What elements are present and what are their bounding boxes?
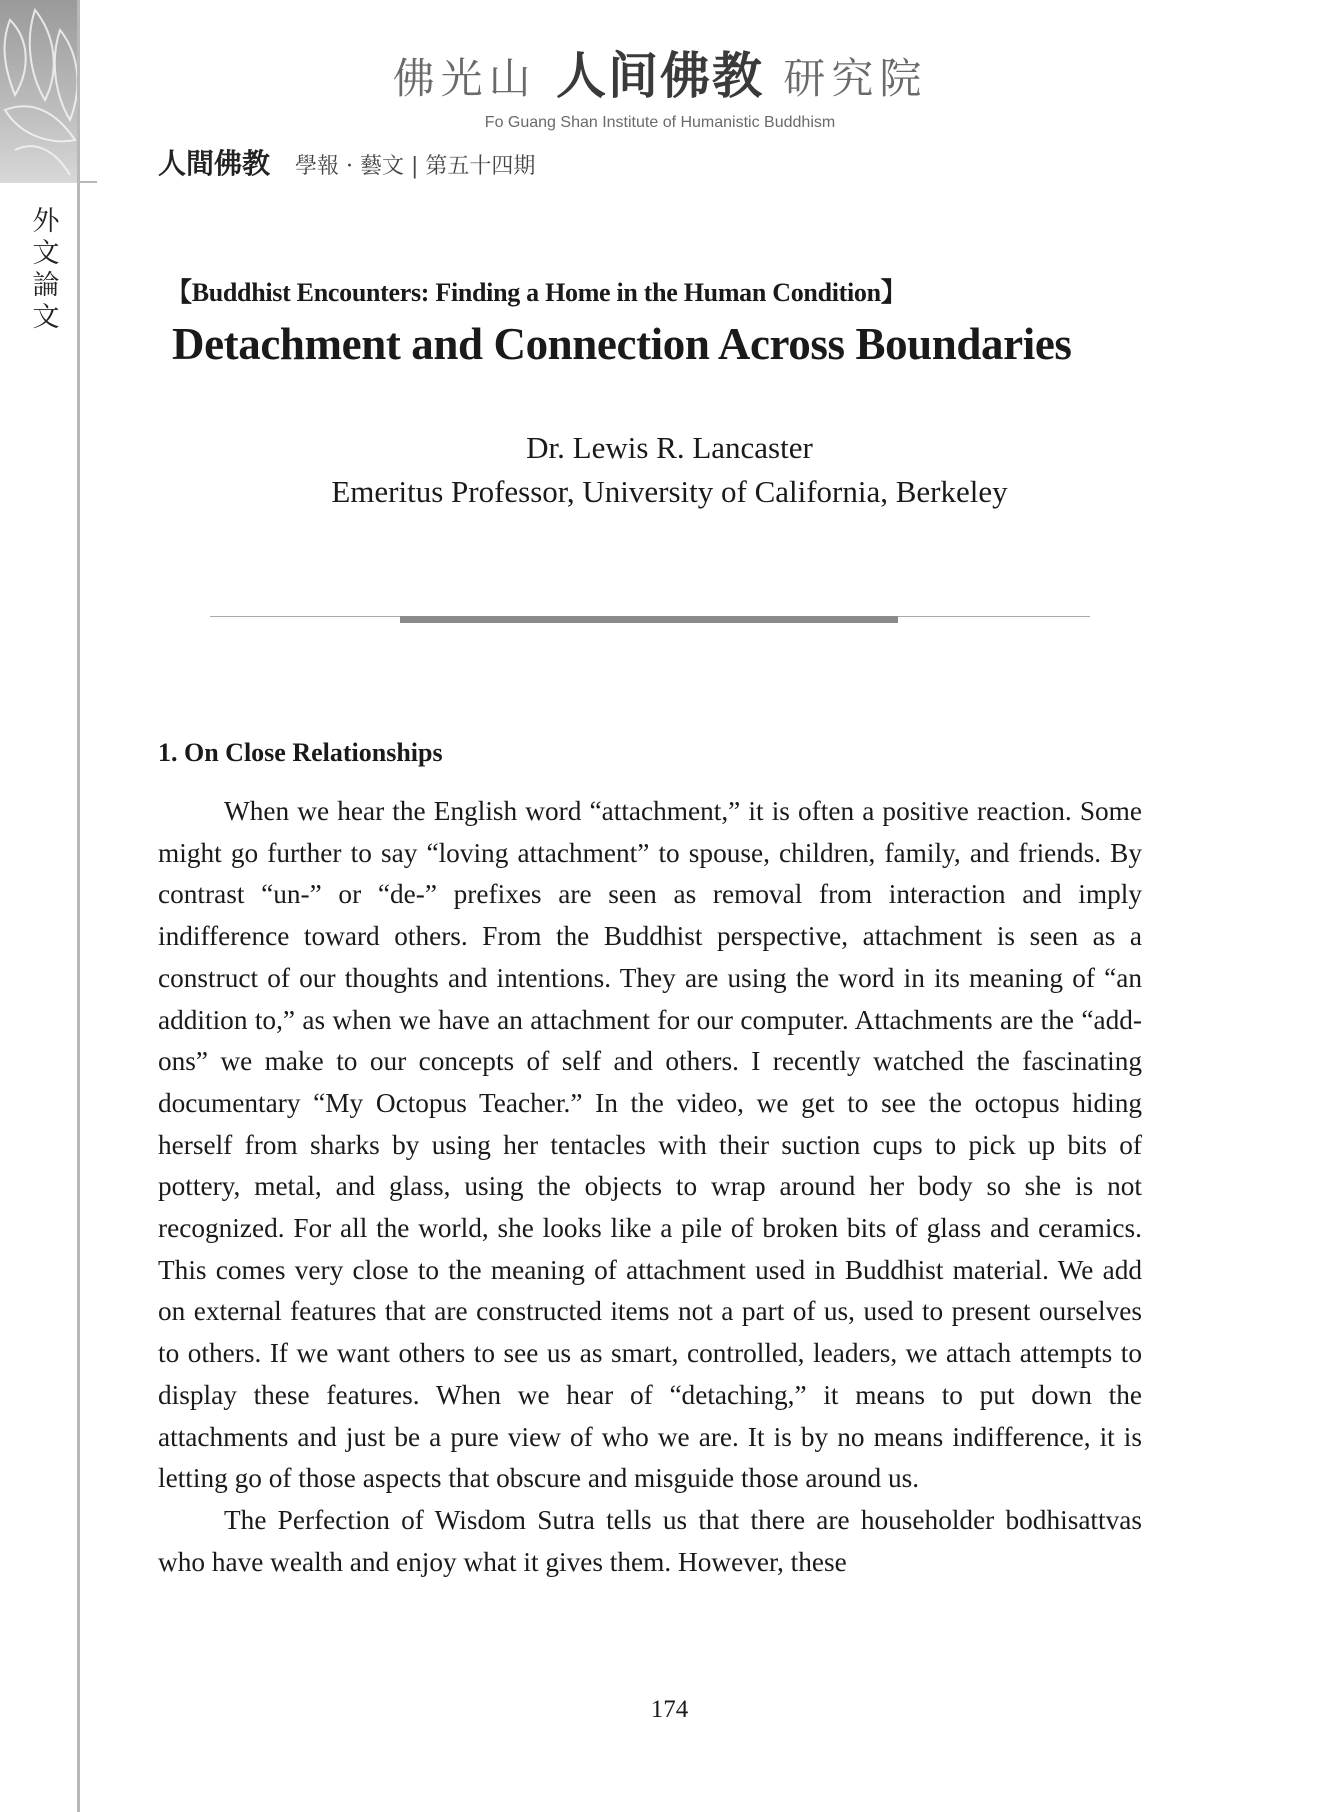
section-sidebar-label: 外文論文 <box>32 206 60 333</box>
author-affiliation: Emeritus Professor, University of California, Berkeley <box>331 474 1008 509</box>
institute-prefix: 佛光山 <box>392 54 537 103</box>
journal-running-head <box>158 142 535 182</box>
left-margin-rule <box>77 0 80 1812</box>
institute-name-zh <box>360 36 960 108</box>
section-heading: 1. On Close Relationships <box>158 738 443 767</box>
institute-header <box>360 36 960 132</box>
author-name: Dr. Lewis R. Lancaster <box>526 430 813 465</box>
corner-rule <box>79 181 97 183</box>
page-number: 174 <box>650 1696 689 1723</box>
title-divider-thick <box>400 616 898 623</box>
article-body <box>158 791 1142 1583</box>
institute-brand-logo: 人间佛教 <box>556 46 764 105</box>
institute-suffix: 研究院 <box>783 54 928 103</box>
journal-brand-logo: 人間佛教 <box>158 147 271 180</box>
article-title: Detachment and Connection Across Boundaries <box>172 319 1072 369</box>
institute-name-en: Fo Guang Shan Institute of Humanistic Buddhism <box>484 114 836 131</box>
series-title: 【Buddhist Encounters: Finding a Home in the Human Condition】 <box>166 278 907 307</box>
lotus-icon <box>0 0 79 183</box>
body-paragraph: When we hear the English word “attachment,” it is often a positive reaction. Some might go further to say “loving attachment” to spouse, children, family, and friends. By contrast “un-” or “de-” prefixes are seen as removal from interaction and imply indifference toward others. From the Buddhist perspective, attachment is seen as a construct of our thoughts and intentions. They are using the word in its meaning of “an addition to,” as when we have an attachment for our computer. Attachments are the “add-ons” we make to our concepts of self and others. I recently watched the fascinating documentary “My Octopus Teacher.” In the video, we get to see the octopus hiding herself from sharks by using her tentacles with their suction cups to pick up bits of pottery, metal, and glass, using the objects to wrap around her body so she is not recognized. For all the world, she looks like a pile of broken bits of glass and ceramics. This comes very close to the meaning of attachment used in Buddhist material. We add on external features that are constructed items not a part of us, used to present ourselves to others. If we want others to see us as smart, controlled, leaders, we attach attempts to display these features. When we hear of “detaching,” it means to put down the attachments and just be a pure view of who we are. It is by no means indifference, it is letting go of those aspects that obscure and misguide those around us. <box>158 796 1142 1494</box>
body-paragraph: The Perfection of Wisdom Sutra tells us that there are householder bodhisattvas who have wealth and enjoy what it gives them. However, these <box>158 1504 1142 1577</box>
journal-issue-info: 學報 · 藝文 | 第五十四期 <box>295 154 536 179</box>
corner-lotus-ornament <box>0 0 79 183</box>
